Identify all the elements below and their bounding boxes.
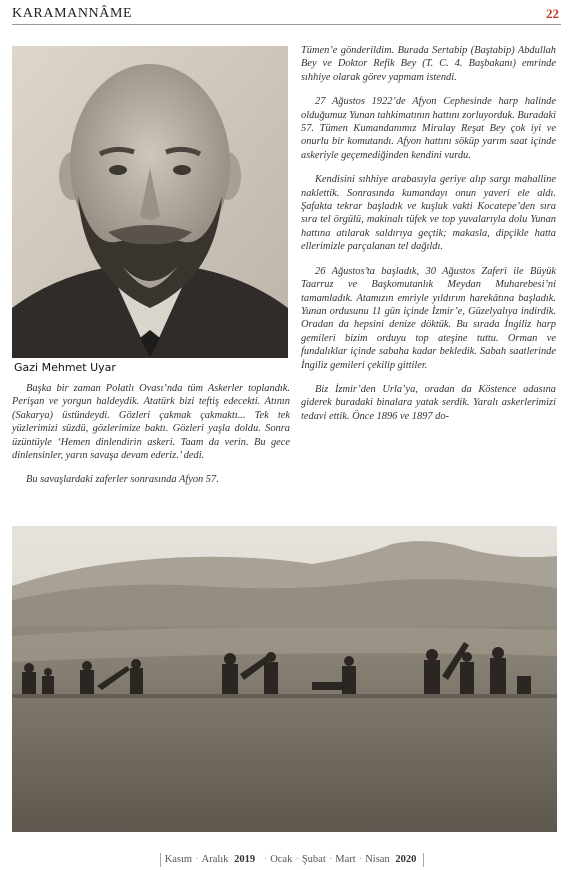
paragraph: Kendisini sıhhiye arabasıyla geriye alıp sargı mahalline naklettik. Sonrasında kumandayı onun yaveri ele aldı. Şafakta tekrar başladık ve kuşluk vakti Kocatepe’den sıra sıra tel örgülü, makinalı tüfek ve top yuvalarıyla dolu Yunan hattına atılarak saldırıya geçtik; makasla, dipçikle hatta ellerimizle parçalanan tel dağıldı.	[301, 174, 556, 253]
paragraph: Tümen’e gönderildim. Burada Sertabip (Baştabip) Abdullah Bey ve Doktor Refik Bey (T. C. 4. Başbakanı) emrinde sıhhiye olarak görev yapmam istendi.	[301, 45, 556, 83]
paragraph: Biz İzmir’den Urla’ya, oradan da Köstence adasına giderek buradaki binalara yatak serdik. Yaralı askerlerimizi tedavi ettik. Önce 1896 ve 1897 do-	[301, 383, 556, 422]
footer-month: Ocak	[270, 854, 293, 865]
paragraph: Bu savaşlardaki zaferler sonrasında Afyon 57.	[26, 474, 219, 486]
footer-year: 2020	[395, 854, 417, 865]
footer-month: Şubat	[301, 854, 326, 865]
paragraph: 27 Ağustos 1922’de Afyon Cephesinde harp halinde olduğumuz Yunan tahkimatının hattını zorluyorduk. Buradaki 57. Tümen Kumandanımız Miralay Reşat Bey çok iyi ve onurlu bir komutandı. Afyon hattını söküp yarım saat içinde askeriyle geçemediğinden kendini vurdu.	[301, 96, 556, 161]
footer-month: Nisan	[365, 854, 390, 865]
paragraph: Başka bir zaman Polatlı Ovası’nda tüm Askerler toplandık. Perişan ve yorgun haldeydik. Atatürk bizi teftiş edecekti. Atının (Sakarya) üstündeydi. Gözleri çakmak çakmaktı... Tek tek yüzlerimizi süzdü, gözlerimize baktı. Gözleri yaşla doldu. Sonra üzüntüyle ‘Hemen dinlendirin askeri. Taam da verin. Bu gece dinlensinler, yarın savaşa devam ederiz.’ dedi.	[12, 383, 290, 462]
footer-month: Kasım	[164, 854, 193, 865]
magazine-title: KARAMANNÂME	[12, 6, 133, 21]
paragraph: 26 Ağustos’ta başladık, 30 Ağustos Zaferi ile Büyük Taarruz ve Başkomutanlık Meydan Muharebesi’ni tamamladık. Atamızın emriyle yıldırım harekâtına başladık. Yunan ordusunu 11 gün içinde İzmir’e, Güzelyalıya indirdik. Oradan da hepsini denize döktük. Bu sırada İngiliz harp gemileri bizim orduyu top ateşine tuttu. Orman ve fundalıklar içinde sabaha kadar bekledik. Sabah saatlerinde İngiliz gemileri çekilip gittiler.	[301, 265, 556, 371]
footer-month: Mart	[335, 854, 356, 865]
battlefield-illustration	[12, 526, 557, 832]
portrait-caption: Gazi Mehmet Uyar	[14, 361, 116, 374]
portrait-illustration	[12, 46, 288, 358]
issue-footer: Kasım · Aralık 2019 · Ocak · Şubat · Mart · Nisan 2020	[160, 853, 424, 867]
page-number: 22	[546, 6, 559, 21]
footer-year: 2019	[234, 854, 256, 865]
portrait-photo	[12, 46, 288, 358]
footer-month: Aralık	[201, 854, 229, 865]
header-divider	[12, 24, 561, 25]
battlefield-photo	[12, 526, 557, 832]
left-text-column	[12, 382, 290, 498]
right-text-column	[301, 44, 556, 434]
